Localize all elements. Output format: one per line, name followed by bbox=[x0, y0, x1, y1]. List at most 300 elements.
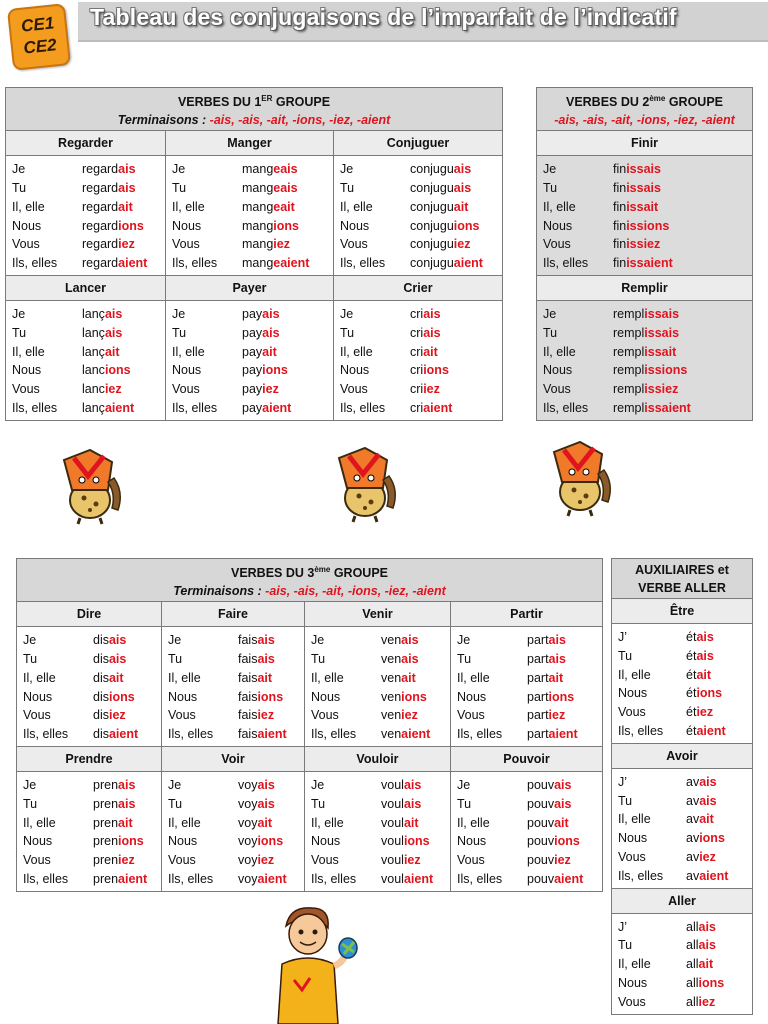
verb-title: Vouloir bbox=[305, 746, 451, 771]
verb-stem: fais bbox=[238, 670, 258, 685]
conjugation-row bbox=[172, 324, 333, 343]
verb-stem: voul bbox=[381, 834, 404, 849]
verb-stem: mang bbox=[242, 162, 274, 177]
pronoun: Il, elle bbox=[12, 344, 45, 359]
verb-ending: ais bbox=[118, 777, 136, 792]
verb-ending: iez bbox=[423, 382, 440, 397]
conjugation-row bbox=[23, 706, 161, 725]
conjugation-row bbox=[618, 628, 752, 647]
verb-stem: pren bbox=[93, 777, 119, 792]
conjugation-row bbox=[311, 851, 450, 870]
conjugation-row bbox=[618, 829, 752, 848]
pronoun: Nous bbox=[12, 218, 42, 233]
pronoun: Tu bbox=[340, 180, 355, 195]
pronoun: Vous bbox=[618, 849, 646, 864]
conjugation-list bbox=[6, 300, 166, 420]
pronoun: Ils, elles bbox=[168, 871, 214, 886]
conjugation-row bbox=[340, 305, 502, 324]
conjugation-row bbox=[23, 650, 161, 669]
pronoun: Vous bbox=[543, 237, 571, 252]
verb-ending: ions bbox=[696, 686, 723, 701]
pronoun: J’ bbox=[618, 919, 628, 934]
verb-stem: cri bbox=[410, 400, 424, 415]
verb-title: Aller bbox=[612, 888, 753, 913]
verb-stem: voy bbox=[238, 853, 258, 868]
verb-ending: ait bbox=[104, 344, 120, 359]
verb-ending: ais bbox=[699, 793, 717, 808]
verb-stem: fin bbox=[613, 162, 627, 177]
verb-stem: cri bbox=[410, 306, 424, 321]
group3-table bbox=[16, 558, 603, 892]
verb-ending: issais bbox=[626, 162, 661, 177]
verb-stem: regard bbox=[82, 180, 119, 195]
conjugation-row bbox=[168, 832, 304, 851]
conjugation-row bbox=[311, 776, 450, 795]
conjugation-row bbox=[168, 669, 304, 688]
verb-stem: fais bbox=[238, 727, 258, 742]
pronoun: Ils, elles bbox=[543, 256, 589, 271]
pronoun: Nous bbox=[543, 218, 573, 233]
verb-stem: voul bbox=[381, 853, 404, 868]
verb-stem: part bbox=[527, 727, 549, 742]
pronoun: Ils, elles bbox=[340, 256, 386, 271]
pronoun: Il, elle bbox=[172, 344, 205, 359]
verb-stem: mang bbox=[242, 199, 274, 214]
verb-ending: iez bbox=[699, 849, 716, 864]
verb-ending: ions bbox=[118, 834, 144, 849]
conjugation-row bbox=[618, 955, 752, 974]
pronoun: Nous bbox=[618, 975, 648, 990]
verb-title: Pouvoir bbox=[451, 746, 603, 771]
verb-ending: ait bbox=[453, 199, 469, 214]
pronoun: Vous bbox=[543, 382, 571, 397]
verb-stem: lanç bbox=[82, 325, 105, 340]
verb-ending: ais bbox=[262, 306, 280, 321]
conjugation-row bbox=[543, 254, 752, 273]
verb-stem: pouv bbox=[527, 815, 555, 830]
verb-ending: ais bbox=[257, 651, 275, 666]
conjugation-row bbox=[457, 669, 602, 688]
verb-stem: part bbox=[527, 651, 549, 666]
pronoun: Il, elle bbox=[172, 199, 205, 214]
pronoun: Il, elle bbox=[457, 670, 490, 685]
verb-ending: iez bbox=[262, 382, 279, 397]
conjugation-row bbox=[340, 380, 502, 399]
pronoun: Je bbox=[23, 777, 37, 792]
conjugation-row bbox=[618, 666, 752, 685]
conjugation-row bbox=[12, 343, 165, 362]
verb-ending: ait bbox=[108, 670, 124, 685]
conjugation-row bbox=[543, 343, 752, 362]
conjugation-row bbox=[12, 380, 165, 399]
verb-stem: ven bbox=[381, 708, 402, 723]
verb-ending: issais bbox=[644, 325, 680, 340]
verb-ending: ais bbox=[401, 651, 419, 666]
verb-ending: ais bbox=[453, 180, 472, 195]
pronoun: Nous bbox=[311, 689, 341, 704]
verb-stem: pay bbox=[242, 344, 263, 359]
verb-ending: iez bbox=[403, 853, 421, 868]
verb-ending: aient bbox=[423, 400, 453, 415]
verb-ending: aient bbox=[403, 871, 434, 886]
conjugation-row bbox=[311, 795, 450, 814]
verb-stem: rempl bbox=[613, 400, 645, 415]
pronoun: Ils, elles bbox=[457, 871, 503, 886]
verb-ending: ions bbox=[403, 834, 430, 849]
verb-ending: iez bbox=[698, 994, 716, 1009]
verb-ending: ions bbox=[118, 218, 144, 233]
conjugation-row bbox=[172, 399, 333, 418]
verb-ending: ait bbox=[696, 667, 712, 682]
verb-ending: ait bbox=[262, 344, 277, 359]
verb-ending: ions bbox=[554, 834, 580, 849]
pronoun: Vous bbox=[12, 237, 40, 252]
pronoun: Je bbox=[311, 633, 325, 648]
verb-ending: iez bbox=[118, 237, 135, 252]
verb-stem: av bbox=[686, 812, 700, 827]
verb-stem: mang bbox=[242, 218, 274, 233]
verb-stem: lanç bbox=[82, 306, 105, 321]
verb-ending: ais bbox=[108, 633, 127, 648]
verb-stem: pay bbox=[242, 325, 263, 340]
pronoun: Nous bbox=[311, 834, 341, 849]
group3-heading: VERBES DU 3ème GROUPE Terminaisons : -ais, -ais, -ait, -ions, -iez, -aient bbox=[17, 559, 603, 602]
pronoun: Vous bbox=[457, 708, 485, 723]
conjugation-row bbox=[311, 814, 450, 833]
pronoun: Il, elle bbox=[168, 815, 201, 830]
verb-ending: aient bbox=[554, 871, 584, 886]
conjugation-row bbox=[311, 832, 450, 851]
verb-stem: conjugu bbox=[410, 256, 454, 271]
verb-ending: issiez bbox=[644, 382, 679, 397]
pronoun: Vous bbox=[340, 382, 368, 397]
verb-ending: issaient bbox=[626, 256, 673, 271]
conjugation-row bbox=[457, 776, 602, 795]
conjugation-row bbox=[457, 631, 602, 650]
group1-table bbox=[5, 87, 503, 421]
verb-stem: fin bbox=[613, 199, 627, 214]
pronoun: Ils, elles bbox=[172, 256, 218, 271]
conjugation-row bbox=[311, 870, 450, 889]
pronoun: Tu bbox=[172, 325, 187, 340]
verb-ending: iez bbox=[548, 708, 566, 723]
conjugation-row bbox=[12, 235, 165, 254]
verb-ending: issions bbox=[626, 218, 670, 233]
conjugation-row bbox=[311, 669, 450, 688]
verb-stem: ét bbox=[686, 630, 697, 644]
verb-stem: pay bbox=[242, 382, 263, 397]
verb-stem: pouv bbox=[527, 853, 555, 868]
verb-stem: mang bbox=[242, 237, 274, 252]
verb-stem: pren bbox=[93, 853, 119, 868]
caveman-mascot-middle bbox=[325, 446, 405, 524]
pronoun: Il, elle bbox=[311, 670, 344, 685]
pronoun: Nous bbox=[340, 218, 370, 233]
verb-ending: aient bbox=[401, 727, 431, 742]
verb-stem: fais bbox=[238, 708, 258, 723]
conjugation-row bbox=[340, 343, 502, 362]
verb-ending: ais bbox=[698, 919, 716, 934]
verb-stem: mang bbox=[242, 180, 274, 195]
conjugation-row bbox=[168, 650, 304, 669]
verb-stem: pren bbox=[93, 871, 119, 886]
conjugation-row bbox=[12, 198, 165, 217]
verb-stem: cri bbox=[410, 363, 424, 378]
verb-ending: issait bbox=[644, 344, 677, 359]
conjugation-list bbox=[166, 156, 334, 276]
verb-stem: all bbox=[686, 975, 699, 990]
conjugation-row bbox=[172, 380, 333, 399]
conjugation-list bbox=[305, 627, 451, 747]
verb-ending: issaient bbox=[644, 400, 691, 415]
pronoun: Tu bbox=[172, 180, 187, 195]
verb-ending: ait bbox=[423, 344, 438, 359]
conjugation-row bbox=[172, 198, 333, 217]
pronoun: Il, elle bbox=[618, 667, 651, 682]
conjugation-row bbox=[12, 399, 165, 418]
pronoun: Je bbox=[543, 162, 557, 177]
pronoun: Vous bbox=[23, 853, 51, 868]
verb-ending: ait bbox=[118, 199, 133, 214]
pronoun: Je bbox=[168, 777, 182, 792]
conjugation-row bbox=[23, 814, 161, 833]
verb-stem: pouv bbox=[527, 796, 555, 811]
pronoun: Nous bbox=[618, 686, 648, 701]
auxiliaires-table bbox=[611, 558, 753, 1015]
verb-stem: ven bbox=[381, 727, 402, 742]
conjugation-row bbox=[23, 669, 161, 688]
conjugation-list bbox=[612, 768, 753, 888]
conjugation-row bbox=[457, 795, 602, 814]
conjugation-row bbox=[168, 776, 304, 795]
verb-stem: voy bbox=[238, 871, 258, 886]
conjugation-row bbox=[543, 399, 752, 418]
verb-stem: pren bbox=[93, 815, 119, 830]
conjugation-list bbox=[612, 624, 753, 744]
verb-stem: voy bbox=[238, 796, 258, 811]
pronoun: Je bbox=[457, 633, 471, 648]
verb-ending: issais bbox=[626, 180, 661, 195]
verb-stem: ét bbox=[686, 648, 697, 663]
conjugation-row bbox=[168, 795, 304, 814]
conjugation-row bbox=[23, 776, 161, 795]
verb-ending: aient bbox=[257, 871, 287, 886]
pronoun: Tu bbox=[543, 325, 558, 340]
verb-stem: regard bbox=[82, 199, 119, 214]
conjugation-list bbox=[162, 771, 305, 891]
conjugation-row bbox=[311, 688, 450, 707]
pronoun: Nous bbox=[618, 831, 648, 846]
pronoun: Tu bbox=[457, 796, 472, 811]
pronoun: Nous bbox=[457, 834, 487, 849]
verb-stem: conjugu bbox=[410, 180, 454, 195]
pronoun: Il, elle bbox=[12, 199, 45, 214]
pronoun: Ils, elles bbox=[311, 871, 357, 886]
conjugation-row bbox=[311, 706, 450, 725]
conjugation-row bbox=[543, 235, 752, 254]
verb-stem: pay bbox=[242, 400, 263, 415]
conjugation-list bbox=[6, 156, 166, 276]
conjugation-row bbox=[12, 217, 165, 236]
verb-ending: issait bbox=[626, 199, 659, 214]
verb-stem: lanc bbox=[82, 363, 105, 378]
verb-ending: ions bbox=[104, 363, 131, 378]
group2-table bbox=[536, 87, 753, 421]
verb-ending: iez bbox=[104, 382, 122, 397]
conjugation-row bbox=[618, 773, 752, 792]
pronoun: Vous bbox=[340, 237, 368, 252]
conjugation-row bbox=[340, 254, 502, 273]
verb-ending: ais bbox=[257, 796, 275, 811]
conjugation-row bbox=[543, 179, 752, 198]
verb-ending: ais bbox=[423, 306, 441, 321]
pronoun: Je bbox=[168, 633, 182, 648]
verb-ending: issais bbox=[644, 306, 680, 321]
verb-ending: iez bbox=[453, 237, 471, 252]
pronoun: Je bbox=[12, 162, 26, 177]
pronoun: Il, elle bbox=[340, 344, 373, 359]
verb-stem: lanc bbox=[82, 382, 105, 397]
verb-stem: av bbox=[686, 793, 700, 808]
conjugation-row bbox=[23, 832, 161, 851]
verb-stem: fais bbox=[238, 633, 258, 648]
verb-stem: voul bbox=[381, 815, 404, 830]
conjugation-list bbox=[451, 771, 603, 891]
verb-stem: voy bbox=[238, 815, 258, 830]
pronoun: Il, elle bbox=[168, 670, 201, 685]
verb-stem: fin bbox=[613, 218, 627, 233]
verb-stem: ven bbox=[381, 651, 402, 666]
pronoun: Tu bbox=[23, 651, 38, 666]
pronoun: Nous bbox=[23, 689, 53, 704]
verb-title: Avoir bbox=[612, 743, 753, 768]
pronoun: Il, elle bbox=[23, 815, 56, 830]
conjugation-row bbox=[311, 631, 450, 650]
pronoun: Tu bbox=[340, 325, 355, 340]
verb-stem: fin bbox=[613, 237, 627, 252]
pronoun: Je bbox=[23, 633, 37, 648]
group1-heading: VERBES DU 1ER GROUPE Terminaisons : -ais, -ais, -ait, -ions, -iez, -aient bbox=[6, 88, 503, 131]
conjugation-row bbox=[23, 851, 161, 870]
verb-ending: iez bbox=[118, 853, 135, 868]
pronoun: Tu bbox=[543, 180, 558, 195]
conjugation-row bbox=[12, 361, 165, 380]
verb-stem: ét bbox=[686, 686, 697, 701]
pronoun: Ils, elles bbox=[311, 727, 357, 742]
conjugation-row bbox=[543, 160, 752, 179]
verb-stem: conjugu bbox=[410, 237, 454, 252]
verb-ending: ions bbox=[699, 831, 725, 846]
verb-stem: part bbox=[527, 633, 549, 648]
pronoun: Tu bbox=[12, 325, 27, 340]
conjugation-row bbox=[340, 324, 502, 343]
verb-stem: voy bbox=[238, 777, 258, 792]
verb-title: Manger bbox=[166, 131, 334, 156]
verb-stem: fais bbox=[238, 651, 258, 666]
verb-ending: ions bbox=[423, 363, 449, 378]
pronoun: Tu bbox=[618, 793, 633, 808]
verb-ending: ais bbox=[403, 777, 422, 792]
pronoun: Tu bbox=[168, 651, 183, 666]
pronoun: Tu bbox=[311, 796, 326, 811]
verb-ending: issiez bbox=[626, 237, 661, 252]
pronoun: Vous bbox=[172, 382, 200, 397]
verb-stem: pouv bbox=[527, 834, 555, 849]
verb-ending: ais bbox=[554, 796, 572, 811]
pronoun: Tu bbox=[457, 651, 472, 666]
conjugation-row bbox=[311, 725, 450, 744]
conjugation-row bbox=[23, 795, 161, 814]
verb-ending: eais bbox=[273, 162, 298, 177]
verb-stem: ét bbox=[686, 705, 697, 720]
verb-stem: cri bbox=[410, 382, 424, 397]
conjugation-row bbox=[618, 684, 752, 703]
verb-stem: rempl bbox=[613, 363, 645, 378]
conjugation-row bbox=[543, 217, 752, 236]
pronoun: Nous bbox=[457, 689, 487, 704]
verb-stem: pay bbox=[242, 363, 263, 378]
verb-stem: pren bbox=[93, 834, 119, 849]
pronoun: Il, elle bbox=[543, 199, 576, 214]
pronoun: Il, elle bbox=[457, 815, 490, 830]
conjugation-list bbox=[334, 300, 503, 420]
conjugation-row bbox=[457, 832, 602, 851]
pronoun: Nous bbox=[543, 363, 573, 378]
verb-ending: ait bbox=[548, 670, 564, 685]
header bbox=[0, 0, 768, 64]
verb-ending: ions bbox=[257, 834, 284, 849]
verb-title: Lancer bbox=[6, 275, 166, 300]
verb-stem: mang bbox=[242, 256, 274, 271]
verb-stem: regard bbox=[82, 237, 119, 252]
pronoun: Je bbox=[340, 306, 354, 321]
conjugation-row bbox=[172, 361, 333, 380]
pronoun: Vous bbox=[12, 382, 40, 397]
verb-stem: av bbox=[686, 774, 700, 789]
verb-stem: av bbox=[686, 831, 700, 846]
pronoun: Ils, elles bbox=[168, 727, 214, 742]
conjugation-list bbox=[17, 627, 162, 747]
conjugation-list bbox=[305, 771, 451, 891]
verb-ending: ais bbox=[423, 325, 441, 340]
conjugation-row bbox=[168, 814, 304, 833]
conjugation-row bbox=[457, 650, 602, 669]
pronoun: Ils, elles bbox=[172, 400, 218, 415]
conjugation-row bbox=[168, 725, 304, 744]
conjugation-row bbox=[340, 217, 502, 236]
conjugation-row bbox=[457, 706, 602, 725]
conjugation-row bbox=[543, 324, 752, 343]
conjugation-row bbox=[543, 305, 752, 324]
caveman-mascot-right bbox=[540, 440, 620, 518]
conjugation-row bbox=[457, 870, 602, 889]
verb-ending: ais bbox=[118, 180, 136, 195]
verb-stem: all bbox=[686, 919, 699, 934]
pronoun: Je bbox=[340, 162, 354, 177]
verb-ending: iez bbox=[554, 853, 571, 868]
verb-title: Être bbox=[612, 599, 753, 624]
pronoun: Je bbox=[172, 162, 186, 177]
conjugation-row bbox=[168, 688, 304, 707]
verb-ending: eais bbox=[273, 180, 298, 195]
conjugation-row bbox=[172, 217, 333, 236]
verb-ending: aient bbox=[453, 256, 483, 271]
verb-ending: ais bbox=[401, 633, 419, 648]
verb-stem: fin bbox=[613, 256, 627, 271]
pronoun: Tu bbox=[618, 938, 633, 953]
conjugation-row bbox=[457, 725, 602, 744]
verb-ending: ions bbox=[698, 975, 725, 990]
